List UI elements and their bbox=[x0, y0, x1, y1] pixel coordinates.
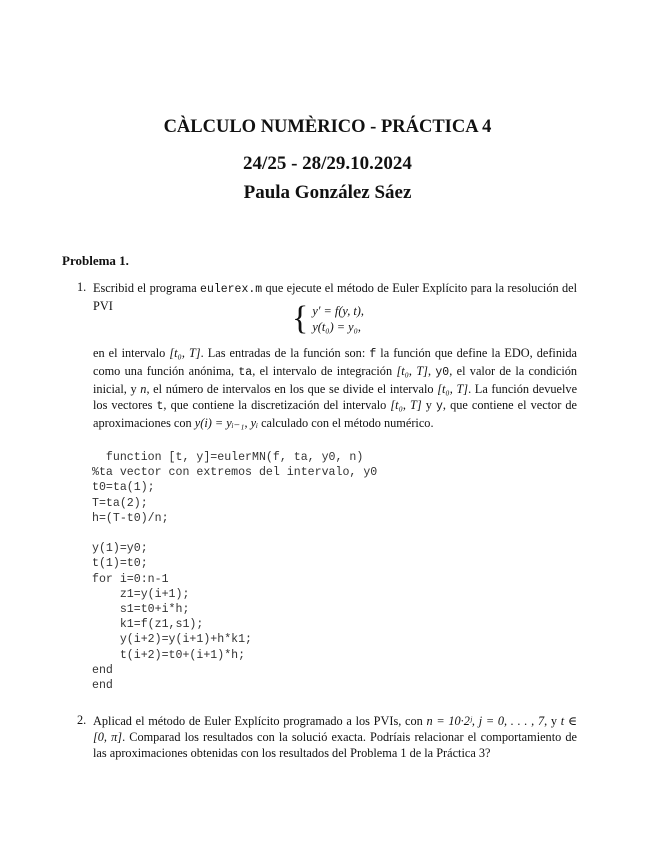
code-line: t(i+2)=t0+(i+1)*h; bbox=[92, 648, 246, 662]
code-line: end bbox=[92, 663, 113, 677]
left-brace: { bbox=[292, 300, 309, 337]
code-line: t0=ta(1); bbox=[92, 481, 155, 495]
problem-heading: Problema 1. bbox=[62, 253, 129, 268]
document-dates: 24/25 - 28/29.10.2024 bbox=[243, 153, 412, 174]
item-2-number: 2. bbox=[77, 713, 87, 727]
equation-initial-condition: y(t₀) = y₀, bbox=[312, 320, 361, 334]
equation-ode: y′ = f(y, t), bbox=[312, 304, 364, 318]
code-line: k1=f(z1,s1); bbox=[92, 618, 204, 632]
code-line: t(1)=t0; bbox=[92, 557, 148, 571]
ivp-equation-system bbox=[292, 300, 364, 337]
item-1-number: 1. bbox=[77, 280, 87, 294]
item-1-intro: Escribid el programa eulerex.m que ejecute el método de Euler Explícito para la resolución del PVI bbox=[93, 281, 577, 313]
code-listing bbox=[92, 450, 377, 693]
code-line: s1=t0+i*h; bbox=[92, 603, 190, 617]
code-line: function [t, y]=eulerMN(f, ta, y0, n) bbox=[92, 451, 364, 464]
document-title: CÀLCULO NUMÈRICO - PRÁCTICA 4 bbox=[163, 117, 492, 137]
code-line: T=ta(2); bbox=[92, 496, 148, 510]
code-line: h=(T-t0)/n; bbox=[92, 511, 169, 525]
code-line: z1=y(i+1); bbox=[92, 587, 190, 601]
item-2-body: Aplicad el método de Euler Explícito programado a los PVIs, con n = 10·2ʲ, j = 0, . . . , 7, y t ∈ [0, π]. Comparad los resultados con la solució exacta. Podríais relacionar el comportamiento de las aproximaciones obtenidas con los resultados del Problema 1 de la Práctica 3? bbox=[93, 714, 577, 760]
code-line: for i=0:n-1 bbox=[92, 572, 169, 586]
code-line: %ta vector con extremos del intervalo, y0 bbox=[92, 466, 378, 480]
document-author: Paula González Sáez bbox=[243, 182, 412, 203]
filename-code: eulerex.m bbox=[200, 283, 263, 296]
code-line: end bbox=[92, 679, 113, 693]
item-1-body: en el intervalo [t₀, T]. Las entradas de la función son: f la función que define la EDO, definida como una función anónima, ta, el intervalo de integración [t₀, T], y0, el valor de la condición inicial, y n, el número de intervalos en los que se divide el intervalo [t₀, T]. La función devuelve los vectores t, que contiene la discretización del intervalo [t₀, T] y y, que contiene el vector de aproximaciones con y(i) = yᵢ₋₁, yᵢ calculado con el método numérico. bbox=[93, 346, 578, 430]
code-line bbox=[92, 526, 377, 541]
code-line: y(i+2)=y(i+1)+h*k1; bbox=[92, 633, 253, 647]
code-line: y(1)=y0; bbox=[92, 542, 148, 556]
